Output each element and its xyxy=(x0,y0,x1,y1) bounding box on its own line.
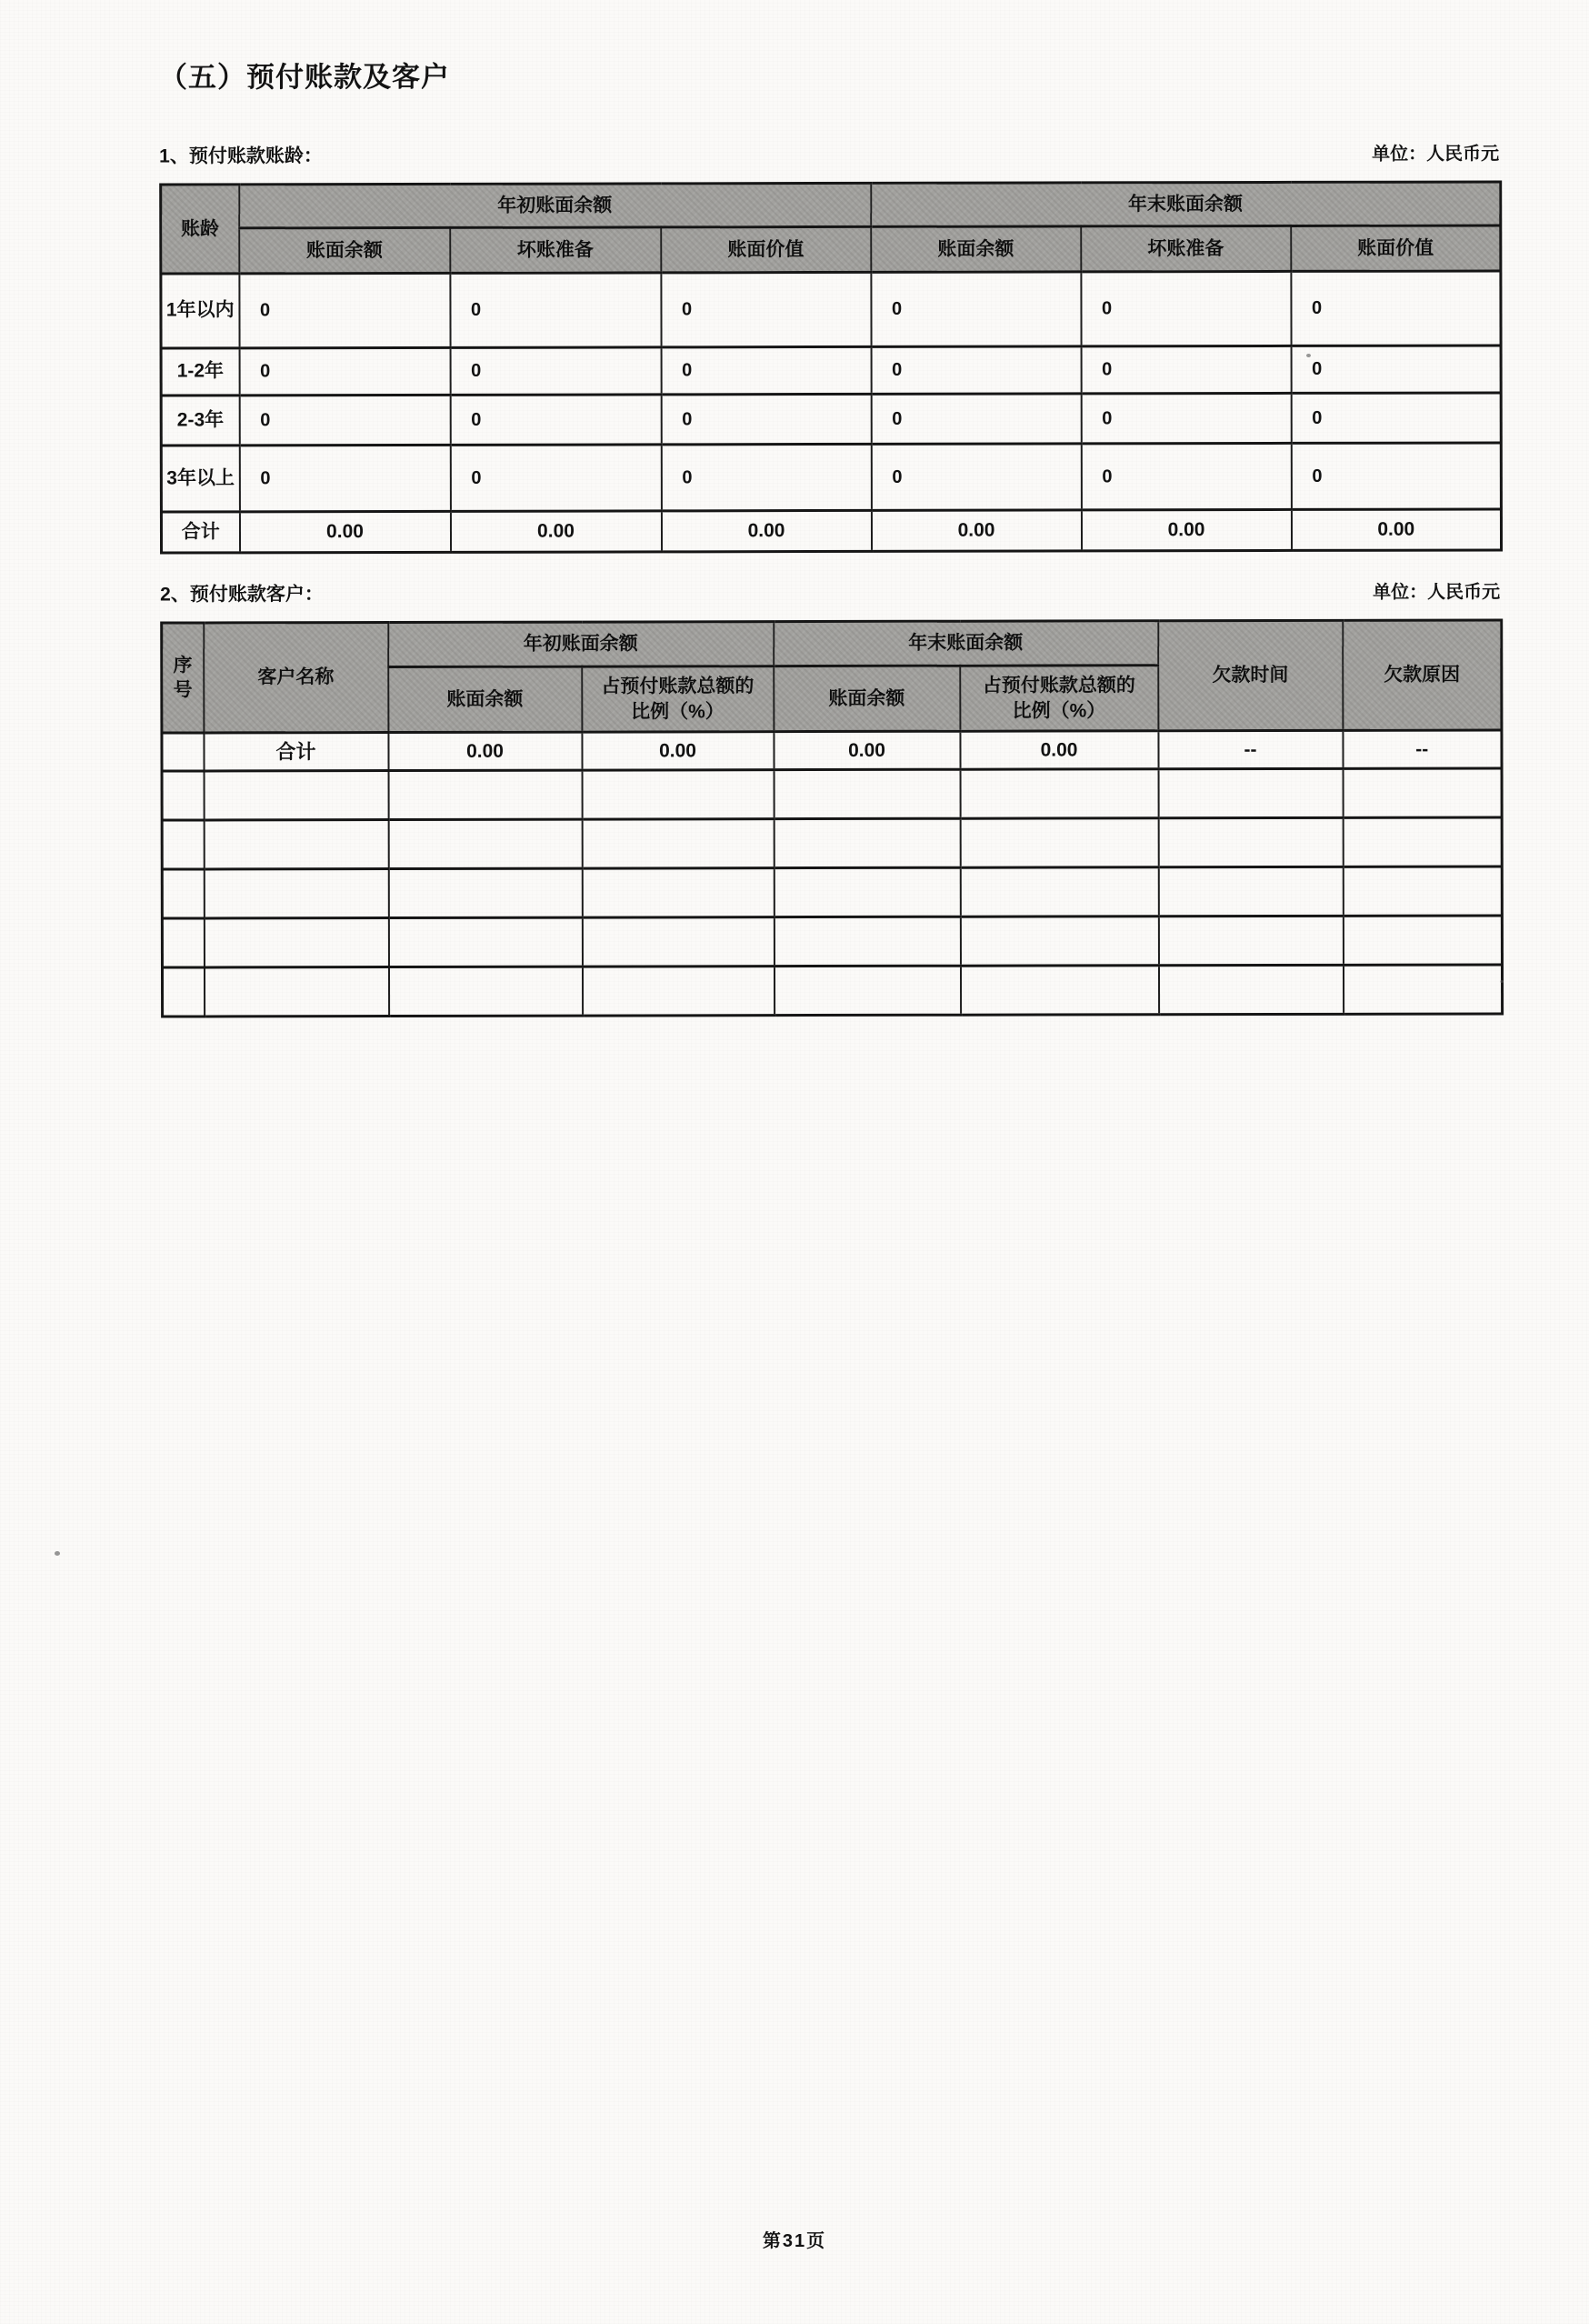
customer-table-caption: 2、预付账款客户： xyxy=(160,584,324,606)
aging-sub-header-row xyxy=(161,225,1501,274)
empty-cell xyxy=(582,917,774,967)
cell-value: 0 xyxy=(871,394,1081,444)
sub-header-book-balance: 账面余额 xyxy=(871,226,1081,272)
empty-cell xyxy=(1343,916,1502,965)
empty-cell xyxy=(774,966,960,1015)
age-bucket-label: 1-2年 xyxy=(161,348,239,396)
empty-cell xyxy=(162,869,204,918)
empty-cell xyxy=(1343,965,1502,1014)
cell-value: 0 xyxy=(1291,443,1501,509)
empty-cell xyxy=(582,770,774,819)
empty-cell xyxy=(960,867,1158,917)
begin-balance-group-header: 年初账面余额 xyxy=(239,183,871,227)
cell-value: 0 xyxy=(661,272,871,346)
cell-value: 0 xyxy=(1291,393,1501,443)
total-value: 0.00 xyxy=(388,732,582,770)
empty-cell xyxy=(960,966,1158,1015)
total-row xyxy=(162,730,1502,771)
page-number: 第31页 xyxy=(762,2231,827,2251)
empty-cell xyxy=(162,820,204,869)
page-content xyxy=(159,56,1501,1017)
empty-cell xyxy=(774,917,960,966)
empty-cell xyxy=(1158,817,1343,866)
empty-row xyxy=(162,817,1502,869)
empty-cell xyxy=(388,868,582,917)
empty-cell xyxy=(1158,965,1343,1014)
empty-cell xyxy=(960,818,1158,867)
sub-header-ratio: 占预付账款总额的 比例（%） xyxy=(960,666,1158,731)
cell-value: 0 xyxy=(450,445,661,511)
end-balance-group-header: 年末账面余额 xyxy=(871,182,1501,226)
empty-row xyxy=(162,866,1502,918)
cell-value: 0 xyxy=(871,272,1081,346)
sub-header-bad-debt: 坏账准备 xyxy=(450,227,661,273)
empty-cell xyxy=(204,918,388,967)
cell-value: 0 xyxy=(239,445,450,511)
total-value: 0.00 xyxy=(582,732,774,770)
total-value: 0.00 xyxy=(960,731,1158,769)
cell-value: 0 xyxy=(1081,346,1291,393)
empty-cell xyxy=(204,771,388,820)
total-label: 合计 xyxy=(161,512,239,553)
begin-balance-group-header: 年初账面余额 xyxy=(388,622,774,667)
empty-cell xyxy=(388,770,582,819)
empty-cell xyxy=(582,819,774,868)
empty-cell xyxy=(388,819,582,868)
cell-value: 0 xyxy=(1291,271,1501,346)
sub-header-book-balance: 账面余额 xyxy=(239,227,450,273)
debt-reason-header: 欠款原因 xyxy=(1343,620,1502,730)
total-value: 0.00 xyxy=(774,731,960,769)
table-row xyxy=(161,271,1501,348)
age-bucket-label: 3年以上 xyxy=(161,446,239,512)
cell-value: 0 xyxy=(661,346,871,394)
aging-unit-label: 单位：人民币元 xyxy=(1372,144,1500,165)
total-value: -- xyxy=(1158,730,1343,768)
sub-header-bad-debt: 坏账准备 xyxy=(1081,225,1291,271)
cell-value: 0 xyxy=(239,273,450,347)
aging-corner-header: 账龄 xyxy=(161,185,239,274)
cell-value: 0 xyxy=(1081,443,1291,509)
empty-row xyxy=(162,965,1502,1017)
sub-header-book-balance: 账面余额 xyxy=(774,666,960,731)
total-value: 0.00 xyxy=(1291,509,1501,550)
cell-value: 0 xyxy=(239,395,450,445)
cell-value: 0 xyxy=(661,394,871,444)
cell-value: 0 xyxy=(239,347,450,395)
empty-cell xyxy=(1158,768,1343,817)
empty-cell xyxy=(960,917,1158,966)
customer-caption-row xyxy=(160,580,1500,606)
sub-header-book-balance: 账面余额 xyxy=(388,666,582,732)
age-bucket-label: 1年以内 xyxy=(161,274,239,348)
empty-row xyxy=(162,916,1502,967)
aging-caption-row xyxy=(159,142,1499,168)
cell-value: 0 xyxy=(661,444,871,510)
cell-value: 0 xyxy=(450,347,661,395)
empty-cell xyxy=(774,867,960,917)
customer-group-header-row xyxy=(162,620,1502,667)
total-value: -- xyxy=(1343,730,1502,768)
empty-cell xyxy=(1343,817,1502,866)
empty-cell xyxy=(1343,768,1502,817)
empty-cell xyxy=(204,820,388,869)
end-balance-group-header: 年末账面余额 xyxy=(774,621,1158,666)
empty-cell xyxy=(1158,916,1343,965)
empty-cell xyxy=(162,733,204,771)
scan-speck xyxy=(1306,354,1311,357)
sub-header-book-value: 账面价值 xyxy=(1291,225,1501,271)
cell-value: 0 xyxy=(871,346,1081,394)
empty-cell xyxy=(204,869,388,918)
empty-cell xyxy=(204,967,388,1017)
table-row xyxy=(161,346,1501,396)
empty-cell xyxy=(162,918,204,967)
cell-value: 0 xyxy=(871,444,1081,510)
customer-name-header: 客户名称 xyxy=(204,623,388,733)
empty-cell xyxy=(582,967,774,1016)
total-value: 0.00 xyxy=(239,511,450,552)
total-value: 0.00 xyxy=(1081,509,1291,550)
cell-value: 0 xyxy=(1291,346,1501,393)
aging-table-caption: 1、预付账款账龄： xyxy=(159,145,323,167)
total-value: 0.00 xyxy=(450,511,661,552)
section-title: （五）预付账款及客户 xyxy=(158,60,450,94)
total-label: 合计 xyxy=(204,733,388,771)
table-row xyxy=(161,393,1501,446)
seq-header: 序号 xyxy=(162,623,204,733)
total-value: 0.00 xyxy=(871,510,1081,551)
aging-table xyxy=(159,180,1503,554)
cell-value: 0 xyxy=(450,273,661,347)
empty-row xyxy=(162,768,1502,820)
cell-value: 0 xyxy=(1081,271,1291,346)
empty-cell xyxy=(774,818,960,867)
table-row xyxy=(161,443,1501,512)
empty-cell xyxy=(162,771,204,820)
scan-speck xyxy=(55,1551,60,1556)
debt-time-header: 欠款时间 xyxy=(1158,620,1343,730)
total-row xyxy=(161,509,1501,553)
empty-cell xyxy=(774,769,960,818)
customer-unit-label: 单位：人民币元 xyxy=(1373,582,1501,603)
empty-cell xyxy=(960,769,1158,818)
empty-cell xyxy=(388,917,582,967)
sub-header-ratio: 占预付账款总额的 比例（%） xyxy=(582,666,774,732)
sub-header-book-value: 账面价值 xyxy=(661,226,871,272)
customer-table xyxy=(160,618,1504,1017)
cell-value: 0 xyxy=(450,395,661,445)
total-value: 0.00 xyxy=(661,510,871,551)
cell-value: 0 xyxy=(1081,393,1291,443)
scan-speck xyxy=(1500,980,1504,983)
empty-cell xyxy=(388,967,582,1016)
empty-cell xyxy=(582,868,774,917)
empty-cell xyxy=(1343,866,1502,916)
empty-cell xyxy=(162,967,204,1017)
aging-group-header-row xyxy=(161,182,1501,228)
age-bucket-label: 2-3年 xyxy=(161,396,239,446)
empty-cell xyxy=(1158,866,1343,916)
